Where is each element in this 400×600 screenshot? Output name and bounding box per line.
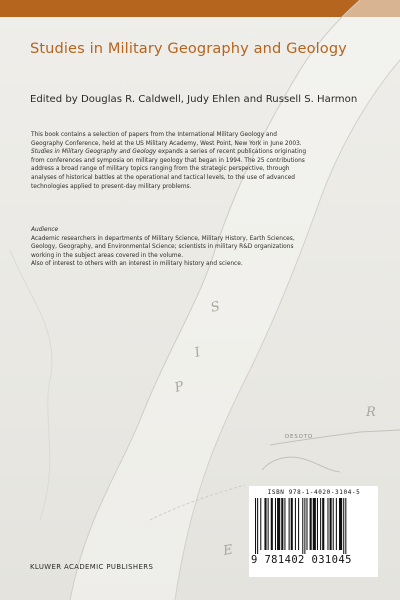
barcode-bar — [322, 498, 324, 550]
barcode-digits: 9 781402 031045 — [251, 554, 352, 566]
map-letter-p: P — [173, 379, 186, 396]
barcode-bar — [260, 498, 261, 550]
description-line: This book contains a selection of papers from the International Military Geology and — [31, 132, 277, 138]
barcode-bar — [345, 498, 346, 554]
audience-section — [31, 226, 373, 269]
barcode-bar — [271, 498, 273, 550]
barcode-bar — [298, 498, 299, 550]
barcode-bar — [333, 498, 334, 550]
book-title: Studies in Military Geography and Geology — [30, 40, 347, 57]
barcode-bar — [268, 498, 269, 550]
barcode-bar — [275, 498, 276, 550]
barcode-bar — [277, 498, 280, 550]
audience-heading: Audience — [31, 227, 59, 233]
barcode-bar — [257, 498, 258, 554]
isbn-barcode — [249, 486, 378, 577]
barcode-bar — [295, 498, 296, 550]
barcode-bar — [255, 498, 256, 554]
editors-line: Edited by Douglas R. Caldwell, Judy Ehlen and Russell S. Harmon — [30, 94, 358, 105]
audience-line: Also of interest to others with an interest in military history and science. — [31, 261, 243, 268]
barcode-bar — [320, 498, 321, 550]
description-line-rest: expands a series of recent publications originating — [156, 149, 307, 156]
description-line — [31, 148, 373, 157]
barcode-bar — [284, 498, 285, 550]
barcode-bar — [310, 498, 312, 550]
barcode-bar — [306, 498, 307, 550]
description-book-title: Studies in Military Geography and Geology — [31, 149, 157, 156]
map-letter-r: R — [366, 405, 376, 420]
audience-line: working in the subject areas covered in the volume. — [31, 252, 184, 259]
barcode-bar — [291, 498, 293, 550]
description-line: from conferences and symposia on military geology that began in 1994. The 25 contributions — [31, 157, 305, 164]
barcode-bars — [253, 498, 375, 554]
description-line: Geography Conference, held at the US Military Academy, West Point, New York in June 2003. — [31, 140, 302, 147]
barcode-bar — [281, 498, 283, 550]
publisher-name: KLUWER ACADEMIC PUBLISHERS — [30, 563, 154, 571]
description-line: address a broad range of military topics ranging from the strategic perspective, through — [31, 166, 290, 173]
barcode-bar — [336, 498, 337, 550]
map-letter-s: S — [209, 299, 222, 316]
barcode-bar — [289, 498, 290, 550]
map-letter-e: E — [222, 542, 235, 559]
barcode-bar — [339, 498, 342, 550]
barcode-bar — [304, 498, 305, 554]
barcode-bar — [343, 498, 344, 554]
description-line: technologies applied to present-day military problems. — [31, 183, 192, 190]
book-description — [31, 131, 373, 191]
road-line-2 — [262, 457, 340, 472]
isbn-number: ISBN 978-1-4020-3104-5 — [267, 489, 361, 496]
description-line: analyses of historical battles at the operational and tactical levels, to the use of advanced — [31, 174, 296, 181]
map-label-desoto: DESOTO — [285, 434, 314, 440]
barcode-bar — [313, 498, 316, 550]
barcode-bar — [264, 498, 266, 550]
barcode-bar — [317, 498, 318, 550]
map-letter-i: I — [193, 345, 203, 361]
audience-line: Geology, Geography, and Environmental Science; scientists in military R&D organizations — [31, 244, 294, 251]
barcode-bar — [327, 498, 328, 550]
audience-line: Academic researchers in departments of Military Science, Military History, Earth Sciences, — [31, 235, 295, 242]
barcode-bar — [330, 498, 332, 550]
barcode-bar — [302, 498, 303, 554]
stream-line — [10, 250, 52, 520]
